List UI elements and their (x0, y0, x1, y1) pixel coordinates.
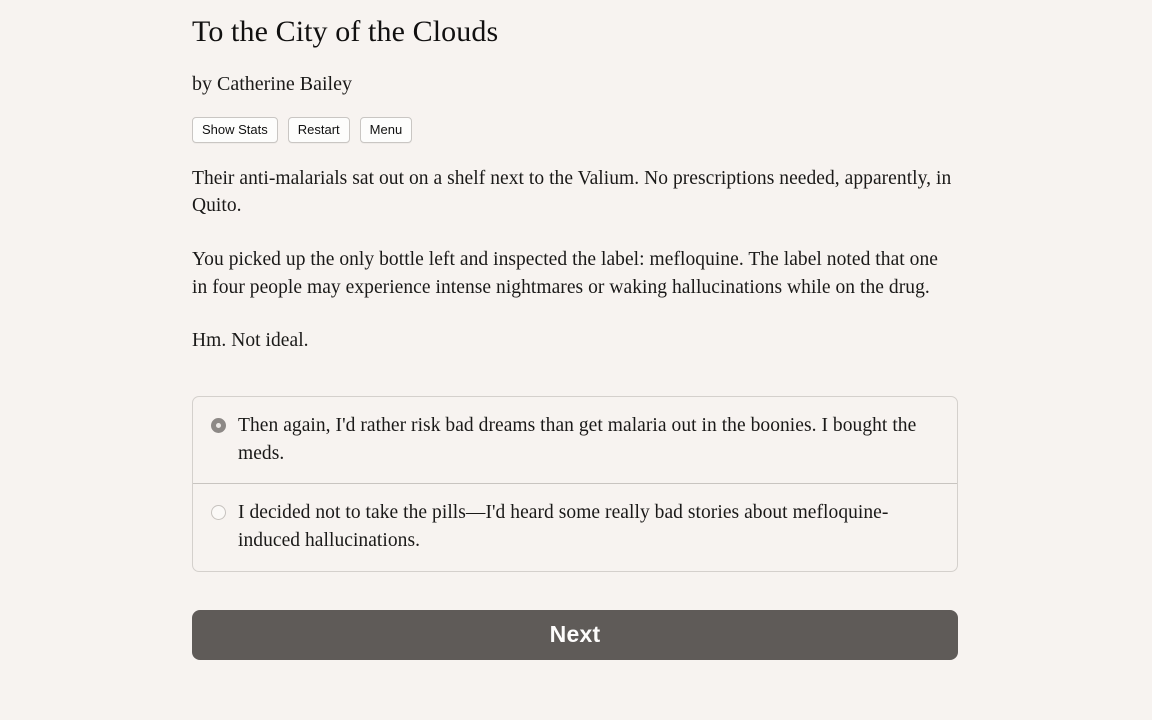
page-title: To the City of the Clouds (192, 15, 499, 48)
passage-paragraph: Hm. Not ideal. (192, 330, 309, 352)
radio-selected-icon[interactable] (211, 418, 226, 433)
controls-toolbar (192, 117, 958, 143)
story-page (192, 0, 958, 660)
choice-option[interactable] (193, 397, 957, 483)
passage-text (192, 165, 958, 355)
choice-list (192, 396, 958, 572)
passage-paragraph: You picked up the only bottle left and inspected the label: mefloquine. The label noted that one in four people may experience intense nightmares or waking hallucinations while on the drug. (192, 248, 938, 298)
passage-paragraph: Their anti-malarials sat out on a shelf next to the Valium. No prescriptions needed, apparently, in Quito. (192, 167, 952, 217)
restart-button[interactable]: Restart (288, 117, 350, 143)
show-stats-button[interactable]: Show Stats (192, 117, 278, 143)
choice-option-label: Then again, I'd rather risk bad dreams than get malaria out in the boonies. I bought the meds. (238, 415, 917, 464)
choice-option-label: I decided not to take the pills—I'd heard some really bad stories about mefloquine-induced hallucinations. (238, 502, 889, 552)
radio-unselected-icon[interactable] (211, 505, 226, 520)
choice-option[interactable] (193, 483, 957, 570)
next-button[interactable]: Next (192, 610, 958, 660)
menu-button[interactable]: Menu (360, 117, 413, 143)
author-byline: by Catherine Bailey (192, 72, 352, 95)
